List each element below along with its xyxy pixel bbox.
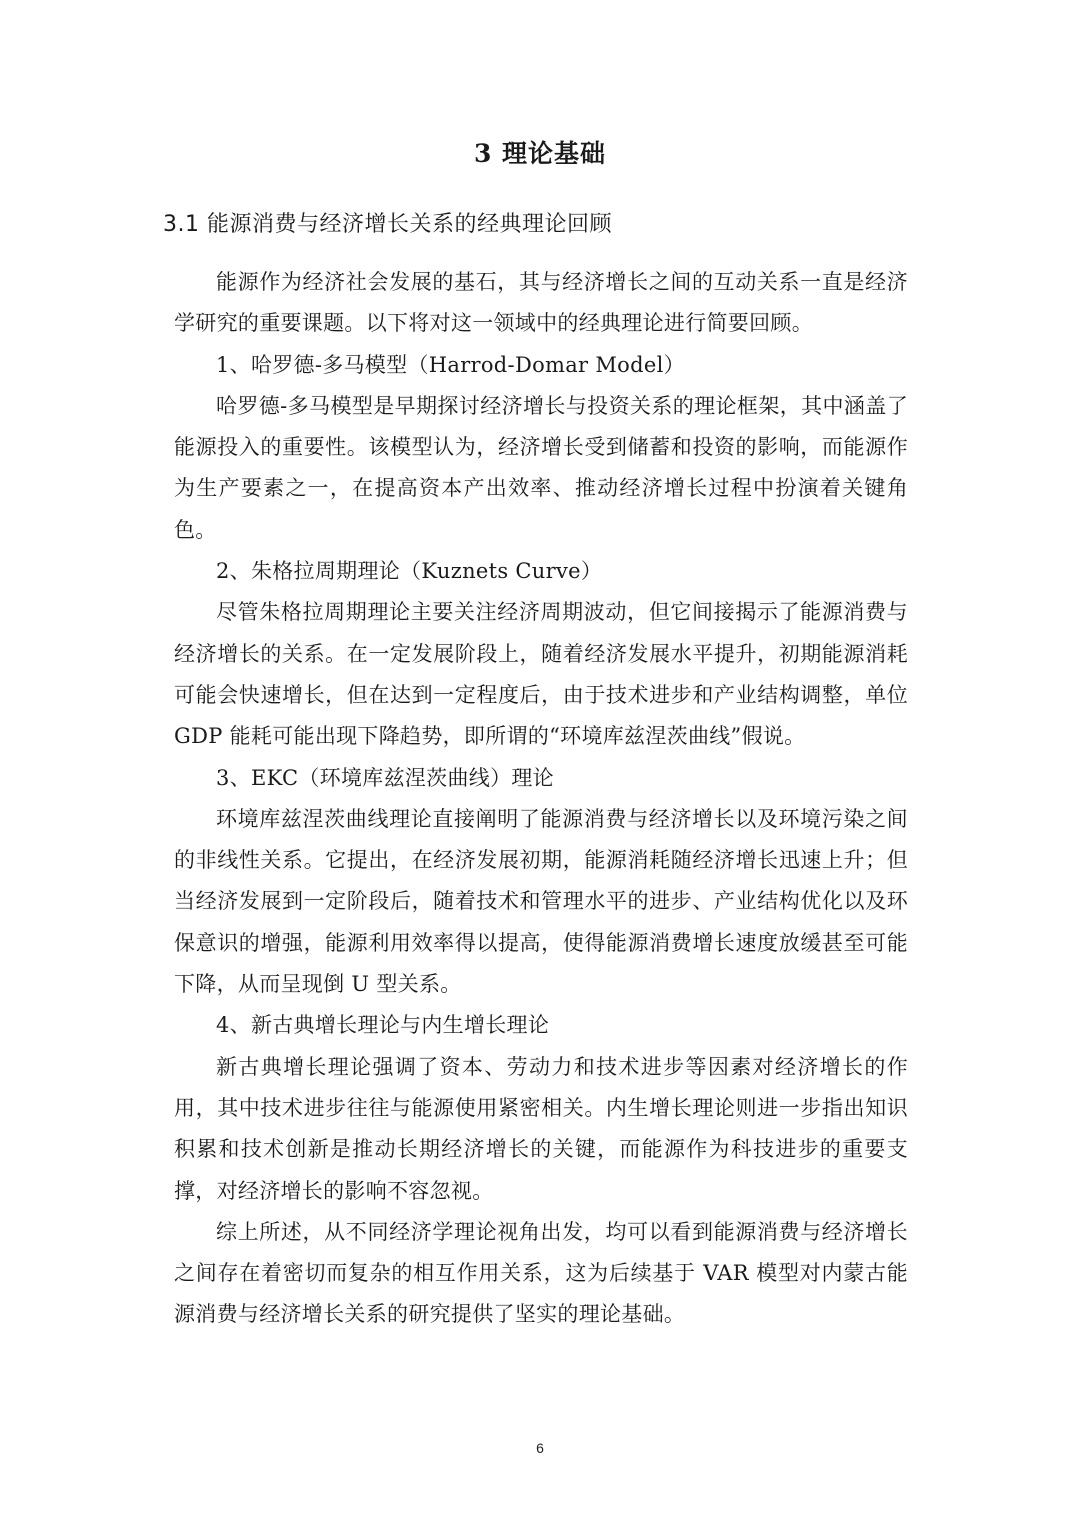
conclusion-paragraph: 综上所述，从不同经济学理论视角出发，均可以看到能源消费与经济增长之间存在着密切而复杂的相互作用关系，这为后续基于 VAR 模型对内蒙古能源消费与经济增长关系的研究提供了坚实的理论基础。: [174, 1219, 908, 1327]
theory-heading-2: 2、朱格拉周期理论（Kuznets Curve）: [216, 559, 603, 584]
section-title: 3.1 能源消费与经济增长关系的经典理论回顾: [163, 212, 612, 237]
intro-paragraph: 能源作为经济社会发展的基石，其与经济增长之间的互动关系一直是经济学研究的重要课题。以下将对这一领域中的经典理论进行简要回顾。: [174, 270, 908, 336]
theory-paragraph-3: 环境库兹涅茨曲线理论直接阐明了能源消费与经济增长以及环境污染之间的非线性关系。它提出，在经济发展初期，能源消耗随经济增长迅速上升；但当经济发展到一定阶段后，随着技术和管理水平的进步、产业结构优化以及环保意识的增强，能源利用效率得以提高，使得能源消费增长速度放缓甚至可能下降，从而呈现倒 U 型关系。: [174, 806, 908, 997]
theory-heading-3: 3、EKC（环境库兹涅茨曲线）理论: [216, 765, 554, 790]
chapter-title: 3 理论基础: [473, 139, 607, 168]
body-text: [174, 262, 908, 1336]
theory-paragraph-2: 尽管朱格拉周期理论主要关注经济周期波动，但它间接揭示了能源消费与经济增长的关系。在一定发展阶段上，随着经济发展水平提升，初期能源消耗可能会快速增长，但在达到一定程度后，由于技术进步和产业结构调整，单位GDP 能耗可能出现下降趋势，即所谓的“环境库兹涅茨曲线”假说。: [174, 600, 908, 749]
page-number: 6: [536, 1440, 544, 1456]
theory-heading-1: 1、哈罗德-多马模型（Harrod-Domar Model）: [216, 352, 685, 377]
theory-paragraph-4: 新古典增长理论强调了资本、劳动力和技术进步等因素对经济增长的作用，其中技术进步往往与能源使用紧密相关。内生增长理论则进一步指出知识积累和技术创新是推动长期经济增长的关键，而能源作为科技进步的重要支撑，对经济增长的影响不容忽视。: [174, 1054, 908, 1203]
theory-heading-4: 4、新古典增长理论与内生增长理论: [216, 1013, 550, 1038]
theory-paragraph-1: 哈罗德-多马模型是早期探讨经济增长与投资关系的理论框架，其中涵盖了能源投入的重要性。该模型认为，经济增长受到储蓄和投资的影响，而能源作为生产要素之一，在提高资本产出效率、推动经济增长过程中扮演着关键角色。: [174, 393, 908, 542]
